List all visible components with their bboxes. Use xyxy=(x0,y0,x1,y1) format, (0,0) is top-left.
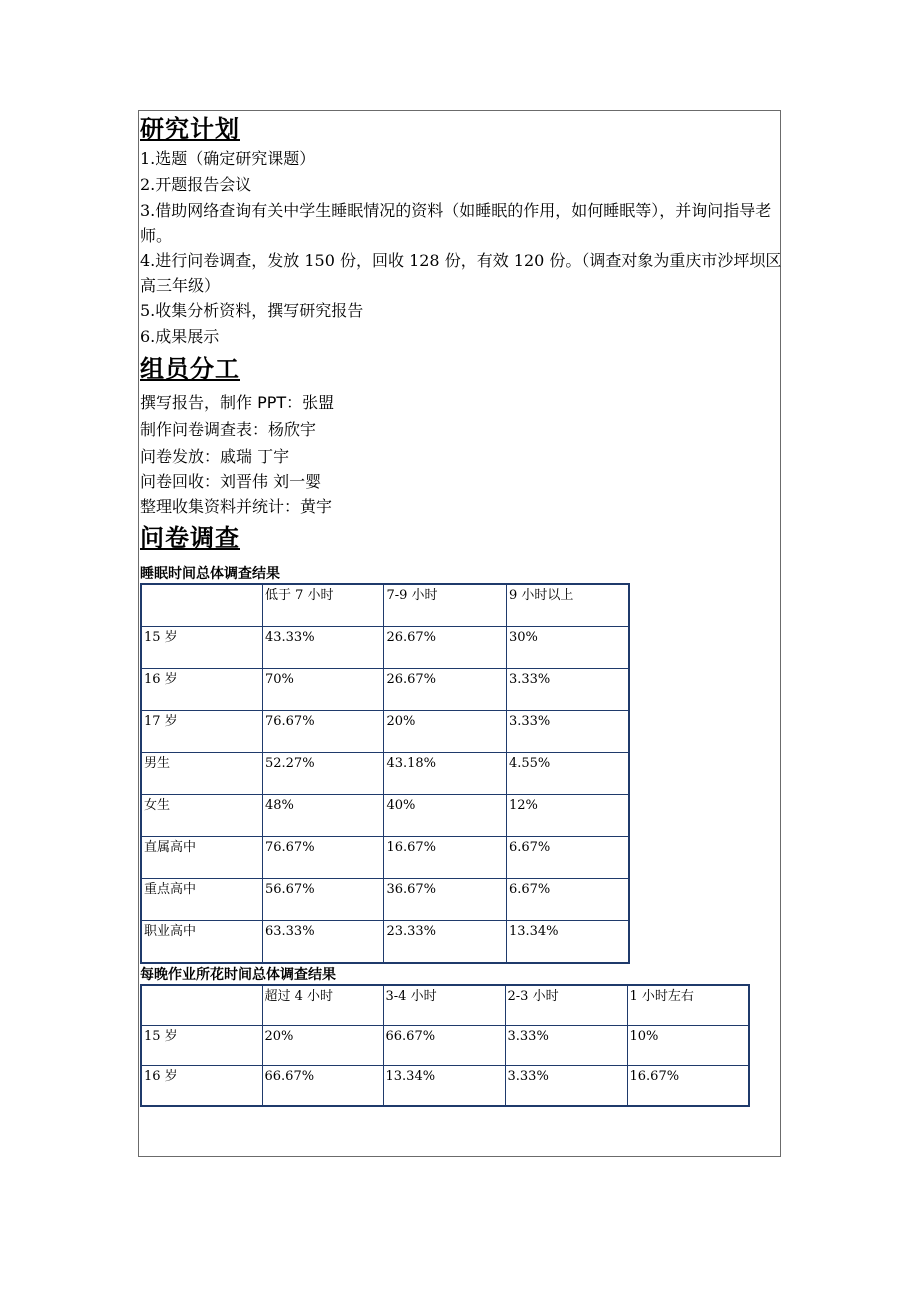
table-cell: 30% xyxy=(506,627,629,669)
table-row xyxy=(141,669,629,711)
document-content xyxy=(140,112,782,1107)
table-cell: 70% xyxy=(262,669,383,711)
table-cell: 6.67% xyxy=(506,837,629,879)
table-cell: 56.67% xyxy=(262,879,383,921)
row-label: 15 岁 xyxy=(141,1026,262,1066)
member-item: 整理收集资料并统计：黄宇 xyxy=(140,497,333,516)
table-cell: 3.33% xyxy=(505,1066,627,1107)
survey-heading: 问卷调查 xyxy=(140,524,240,552)
table-cell: 26.67% xyxy=(384,669,507,711)
members-heading: 组员分工 xyxy=(140,355,240,383)
table-cell: 13.34% xyxy=(383,1066,505,1107)
homework-table-header-row xyxy=(141,985,749,1026)
table-row xyxy=(141,795,629,837)
row-label: 17 岁 xyxy=(141,711,262,753)
row-label: 15 岁 xyxy=(141,627,262,669)
table-cell: 13.34% xyxy=(506,921,629,964)
sleep-time-table xyxy=(140,583,630,964)
sleep-table-caption: 睡眠时间总体调查结果 xyxy=(140,566,280,582)
row-label: 职业高中 xyxy=(141,921,262,964)
table-cell: 48% xyxy=(262,795,383,837)
table-cell: 3.33% xyxy=(506,711,629,753)
row-label: 重点高中 xyxy=(141,879,262,921)
homework-table-caption: 每晚作业所花时间总体调查结果 xyxy=(140,967,336,983)
row-label: 女生 xyxy=(141,795,262,837)
column-header: 超过 4 小时 xyxy=(262,985,383,1026)
table-cell: 23.33% xyxy=(384,921,507,964)
table-row xyxy=(141,711,629,753)
table-cell: 16.67% xyxy=(627,1066,749,1107)
column-header: 9 小时以上 xyxy=(506,584,629,627)
table-row xyxy=(141,879,629,921)
column-header xyxy=(141,985,262,1026)
column-header: 1 小时左右 xyxy=(627,985,749,1026)
table-cell: 12% xyxy=(506,795,629,837)
table-row xyxy=(141,753,629,795)
table-row xyxy=(141,1066,749,1107)
table-cell: 4.55% xyxy=(506,753,629,795)
row-label: 直属高中 xyxy=(141,837,262,879)
column-header: 低于 7 小时 xyxy=(262,584,383,627)
table-cell: 76.67% xyxy=(262,711,383,753)
table-row xyxy=(141,627,629,669)
member-item: 制作问卷调查表：杨欣宇 xyxy=(140,420,317,439)
table-cell: 16.67% xyxy=(384,837,507,879)
table-cell: 66.67% xyxy=(383,1026,505,1066)
plan-item: 4.进行问卷调查，发放 150 份，回收 128 份，有效 120 份。（调查对象为重庆市沙坪坝区高三年级） xyxy=(140,251,782,295)
table-row xyxy=(141,921,629,964)
plan-item: 2.开题报告会议 xyxy=(140,175,252,194)
table-cell: 43.18% xyxy=(384,753,507,795)
homework-time-table xyxy=(140,984,750,1107)
table-cell: 26.67% xyxy=(384,627,507,669)
plan-item: 5.收集分析资料，撰写研究报告 xyxy=(140,301,364,320)
table-cell: 43.33% xyxy=(262,627,383,669)
plan-item: 3.借助网络查询有关中学生睡眠情况的资料（如睡眠的作用，如何睡眠等），并询问指导老师。 xyxy=(140,201,772,245)
plan-item: 6.成果展示 xyxy=(140,327,220,346)
table-cell: 3.33% xyxy=(505,1026,627,1066)
member-item: 问卷发放：戚瑞 丁宇 xyxy=(140,447,290,466)
table-row xyxy=(141,837,629,879)
table-cell: 36.67% xyxy=(384,879,507,921)
table-cell: 3.33% xyxy=(506,669,629,711)
column-header: 7-9 小时 xyxy=(384,584,507,627)
table-cell: 40% xyxy=(384,795,507,837)
column-header xyxy=(141,584,262,627)
sleep-table-header-row xyxy=(141,584,629,627)
table-cell: 66.67% xyxy=(262,1066,383,1107)
member-item: 问卷回收：刘晋伟 刘一婴 xyxy=(140,472,322,491)
table-cell: 6.67% xyxy=(506,879,629,921)
column-header: 3-4 小时 xyxy=(383,985,505,1026)
member-item: 撰写报告，制作 PPT：张盟 xyxy=(140,393,335,412)
table-cell: 20% xyxy=(384,711,507,753)
row-label: 男生 xyxy=(141,753,262,795)
table-cell: 76.67% xyxy=(262,837,383,879)
plan-heading: 研究计划 xyxy=(140,115,240,143)
table-cell: 10% xyxy=(627,1026,749,1066)
row-label: 16 岁 xyxy=(141,1066,262,1107)
row-label: 16 岁 xyxy=(141,669,262,711)
table-row xyxy=(141,1026,749,1066)
plan-item: 1.选题（确定研究课题） xyxy=(140,149,316,168)
column-header: 2-3 小时 xyxy=(505,985,627,1026)
table-cell: 20% xyxy=(262,1026,383,1066)
table-cell: 52.27% xyxy=(262,753,383,795)
table-cell: 63.33% xyxy=(262,921,383,964)
